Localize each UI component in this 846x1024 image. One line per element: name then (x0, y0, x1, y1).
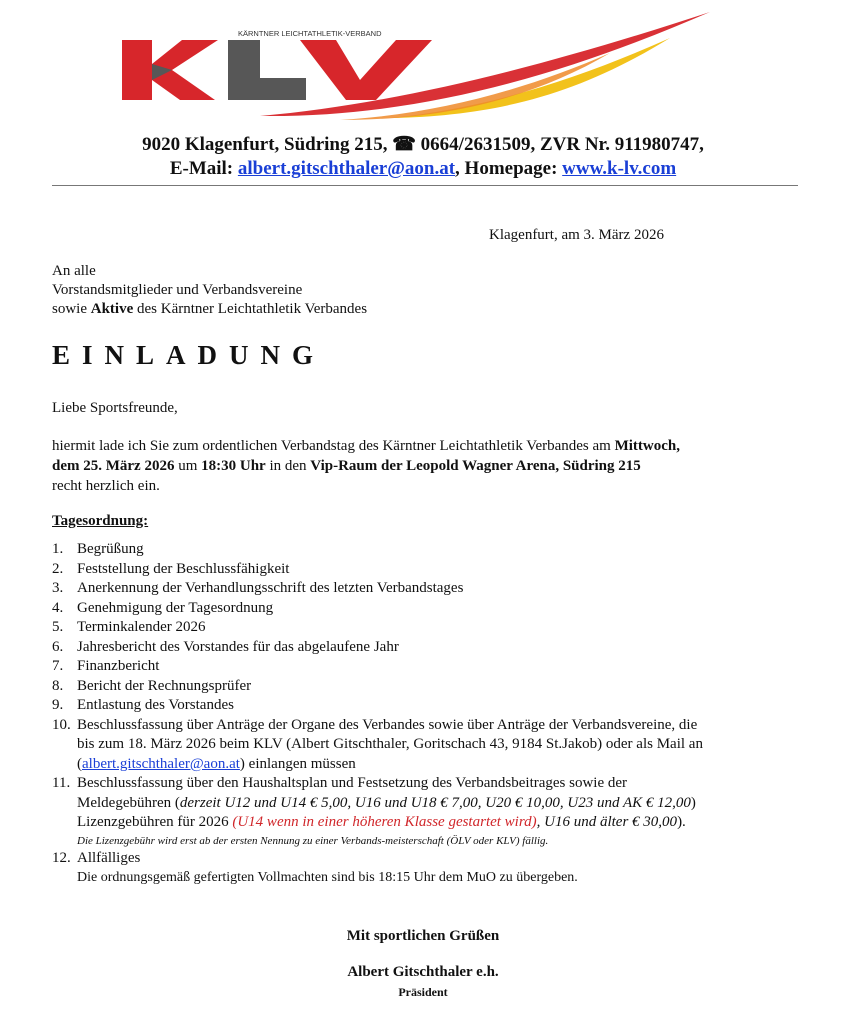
recipients-bold: Aktive (90, 301, 134, 317)
agenda-heading: Tagesordnung: (52, 513, 149, 529)
item10-email-link[interactable]: albert.gitschthaler@aon.at (82, 755, 240, 772)
agenda-item-12 (52, 849, 812, 888)
agenda-text: Jahresbericht des Vorstandes für das abgelaufene Jahr (77, 638, 399, 655)
homepage-label: , Homepage: (455, 158, 563, 179)
agenda-item (52, 540, 812, 560)
agenda-text: Entlastung des Vorstandes (77, 697, 234, 713)
recipients-line-2: Vorstandsmitglieder und Verbandsvereine (52, 282, 303, 298)
intro-bold-1: Mittwoch, (614, 438, 681, 454)
signature-role: Präsident (398, 985, 448, 999)
agenda-item (52, 618, 812, 638)
address-line: 9020 Klagenfurt, Südring 215, ☎ 0664/2631509, ZVR Nr. 911980747, (142, 134, 704, 155)
date-line: Klagenfurt, am 3. März 2026 (489, 227, 664, 243)
agenda-number: 11. (52, 775, 71, 791)
document-title: EINLADUNG (52, 340, 326, 370)
homepage-link[interactable]: www.k-lv.com (562, 158, 677, 179)
intro-text-1: hiermit lade ich Sie zum ordentlichen Verbandstag des Kärntner Leichtathletik Verbandes am (52, 438, 615, 454)
item11-license-fee: , U16 und älter € 30,00 (536, 814, 678, 830)
intro-text-2: um (174, 458, 202, 474)
agenda-item (52, 696, 812, 716)
item11-line-3-end: ). (677, 814, 686, 830)
agenda-number: 2. (52, 560, 64, 577)
header-divider (52, 185, 798, 186)
agenda-number: 6. (52, 638, 64, 655)
agenda-item (52, 638, 812, 658)
agenda-text: Genehmigung der Tagesordnung (77, 599, 274, 616)
agenda-simple-items (52, 540, 812, 716)
agenda-number: 1. (52, 541, 64, 557)
paren-close: ) (690, 794, 696, 811)
agenda-number: 7. (52, 658, 64, 674)
intro-bold-4: Vip-Raum der Leopold Wagner Arena, Südring 215 (310, 458, 641, 474)
closing: Mit sportlichen Grüßen (346, 928, 500, 944)
item11-line-3 (77, 813, 812, 833)
agenda-item-11 (52, 774, 812, 849)
agenda-text: Bericht der Rechnungsprüfer (77, 677, 252, 694)
agenda-number: 5. (52, 619, 64, 635)
recipients-line-3 (52, 300, 367, 319)
recipients (52, 262, 367, 319)
agenda-number: 3. (52, 580, 64, 596)
intro-bold-3: 18:30 Uhr (201, 458, 266, 474)
logo-org-name: KÄRNTNER LEICHTATHLETIK-VERBAND (238, 29, 382, 38)
greeting: Liebe Sportsfreunde, (52, 400, 178, 416)
intro-bold-2: dem 25. März 2026 (52, 458, 175, 474)
intro-line-1 (52, 436, 812, 456)
agenda-number: 8. (52, 677, 64, 694)
recipients-pre: sowie (52, 301, 91, 317)
agenda-number: 10. (52, 716, 71, 733)
recipients-line-1: An alle (52, 263, 96, 279)
item11-footnote: Die Lizenzgebühr wird erst ab der ersten Nennung zu einer Verbands-meisterschaft (ÖLV oder KLV) fällig. (77, 834, 549, 847)
email-link[interactable]: albert.gitschthaler@aon.at (237, 158, 456, 179)
item10-line-3 (77, 755, 812, 775)
recipients-post: des Kärntner Leichtathletik Verbandes (133, 301, 368, 317)
item11-license-label: Lizenzgebühren für 2026 (77, 814, 233, 830)
klv-logo (110, 8, 720, 123)
agenda-text: Finanzbericht (77, 658, 160, 674)
item10-line-3-end: ) einlangen müssen (239, 755, 356, 772)
agenda-item-10 (52, 716, 812, 775)
agenda-item (52, 599, 812, 619)
agenda-number: 9. (52, 697, 64, 713)
item11-fees: derzeit U12 und U14 € 5,00, U16 und U18 € 7,00, U20 € 10,00, U23 und AK € 12,00 (179, 794, 691, 811)
agenda-item (52, 677, 812, 697)
agenda-number: 12. (52, 849, 71, 866)
item10-line-2: bis zum 18. März 2026 beim KLV (Albert Gitschthaler, Goritschach 43, 9184 St.Jakob) oder als Mail an (77, 736, 703, 752)
agenda-text: Terminkalender 2026 (77, 619, 206, 635)
item11-line-2 (77, 794, 812, 814)
intro-line-2 (52, 456, 812, 476)
item12-note: Die ordnungsgemäß gefertigten Vollmachten sind bis 18:15 Uhr dem MuO zu übergeben. (77, 870, 578, 885)
item12-text: Allfälliges (77, 849, 141, 866)
agenda-item (52, 579, 812, 599)
agenda-text: Anerkennung der Verhandlungsschrift des letzten Verbandstages (77, 580, 464, 596)
header-address (0, 133, 846, 156)
signature: Albert Gitschthaler e.h. (347, 964, 499, 980)
agenda-list (52, 540, 812, 888)
agenda-text: Feststellung der Beschlussfähigkeit (77, 560, 290, 577)
item11-license-note-red: (U14 wenn in einer höheren Klasse gestartet wird) (232, 814, 537, 830)
email-label: E-Mail: (169, 158, 238, 179)
item10-line-1: Beschlussfassung über Anträge der Organe des Verbandes sowie über Anträge der Verbandsvereine, die (77, 716, 698, 733)
agenda-text: Begrüßung (77, 541, 144, 557)
intro-text-3: in den (265, 458, 311, 474)
intro-paragraph (52, 436, 812, 496)
item11-line-1: Beschlussfassung über den Haushaltsplan und Festsetzung des Verbandsbeitrages sowie der (77, 775, 628, 791)
paren-open: ( (77, 755, 82, 772)
header-contact (0, 158, 846, 180)
agenda-item (52, 657, 812, 677)
item11-fees-label: Meldegebühren ( (77, 794, 180, 811)
intro-line-3: recht herzlich ein. (52, 478, 160, 494)
agenda-number: 4. (52, 599, 64, 616)
agenda-item (52, 560, 812, 580)
